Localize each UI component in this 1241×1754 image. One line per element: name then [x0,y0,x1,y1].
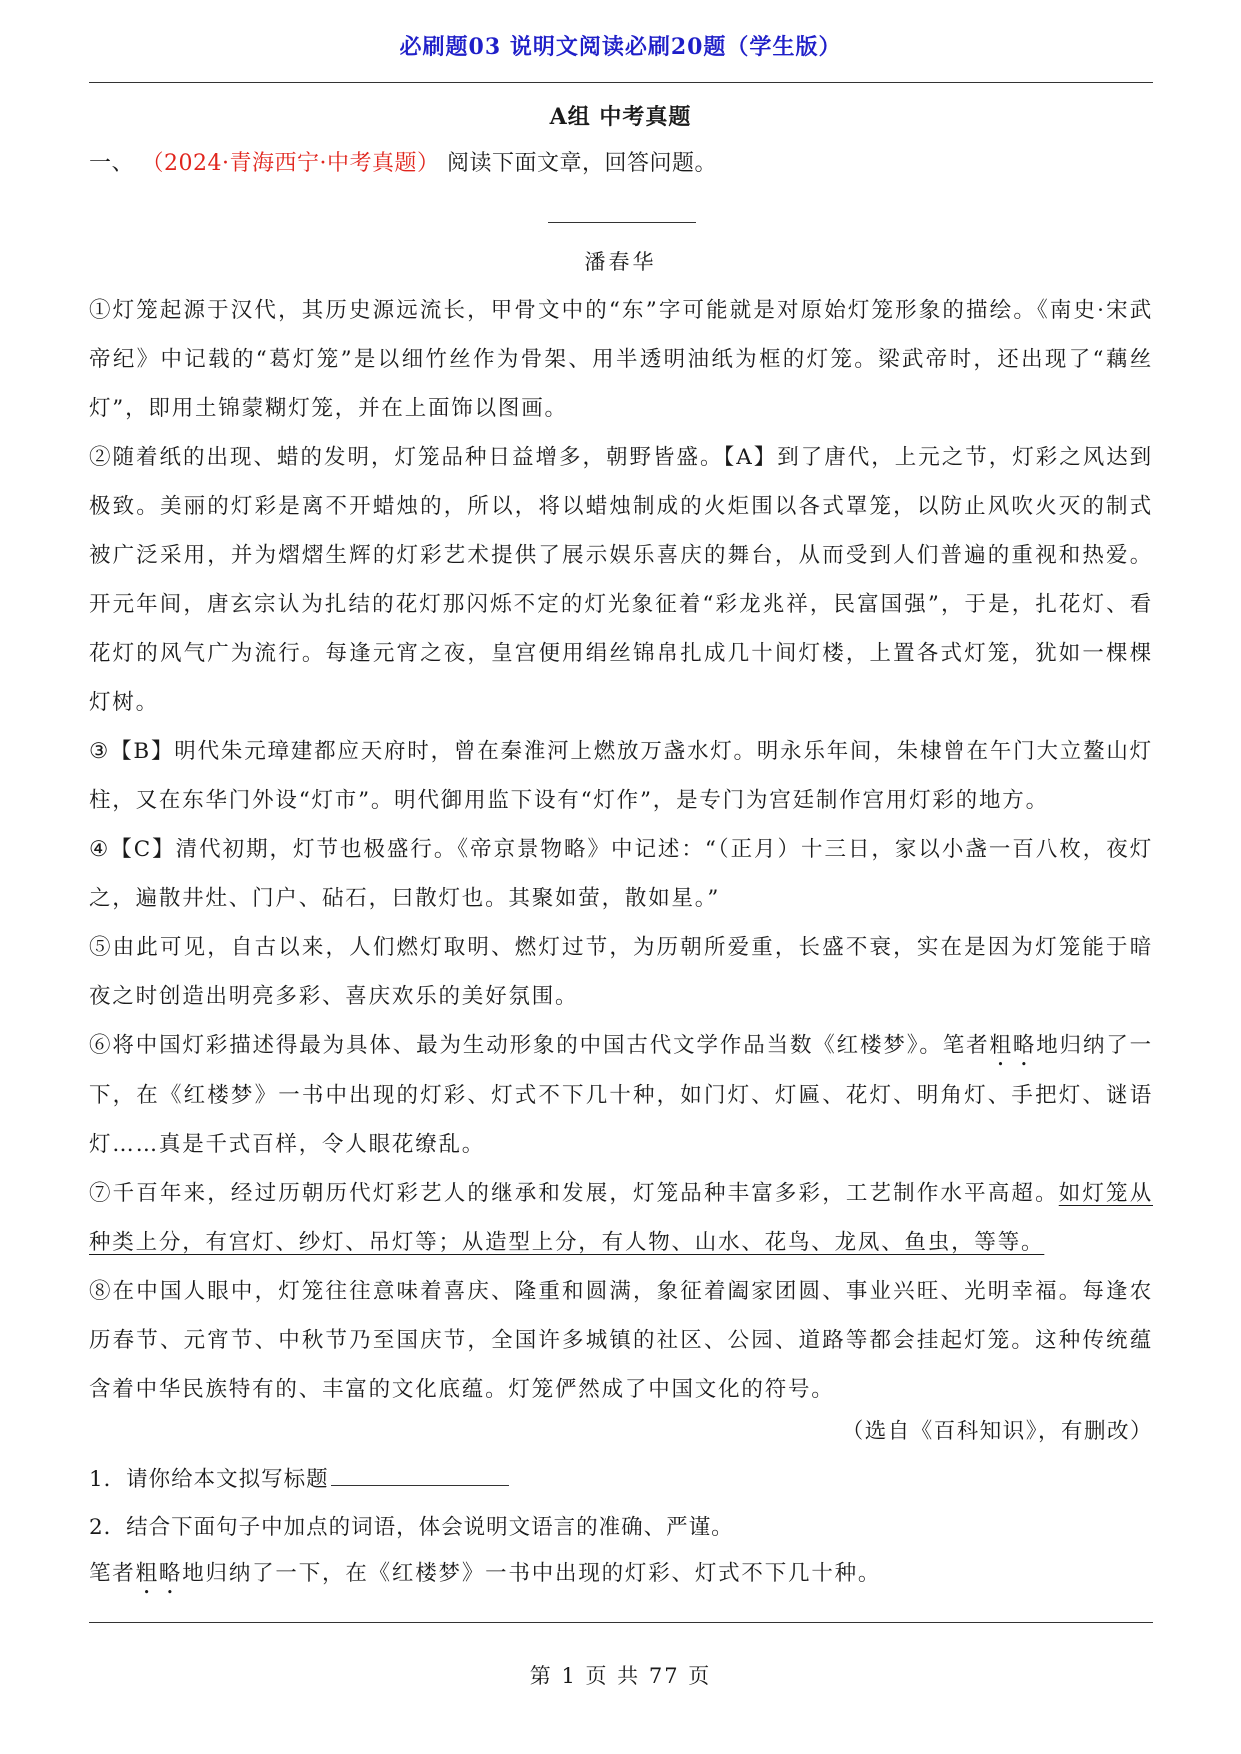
question-intro [89,146,717,177]
question-number: 一、 [89,151,135,176]
document-header-title: 必刷题03 说明文阅读必刷20题（学生版） [399,34,842,60]
paragraph-5: ⑤由此可见，自古以来，人们燃灯取明、燃灯过节，为历朝所爱重，长盛不衰，实在是因为灯笼能于暗夜之时创造出明亮多彩、喜庆欢乐的美好氛围。 [89,935,1153,1009]
footer-divider [89,1622,1153,1623]
paragraph-1: ①灯笼起源于汉代，其历史源远流长，甲骨文中的“东”字可能就是对原始灯笼形象的描绘。《南史·宋武帝纪》中记载的“葛灯笼”是以细竹丝作为骨架、用半透明油纸为框的灯笼。梁武帝时，还出现了“藕丝灯”，即用土锦蒙糊灯笼，并在上面饰以图画。 [89,298,1153,421]
paragraph-4: ④【C】清代初期，灯节也极盛行。《帝京景物略》中记述：“（正月）十三日，家以小盏一百八枚，夜灯之，遍散井灶、门户、砧石，曰散灯也。其聚如萤，散如星。” [89,837,1153,911]
group-heading: A组 中考真题 [549,104,692,130]
emphasized-word: 粗略 [135,1561,183,1586]
paragraph-3: ③【B】明代朱元璋建都应天府时，曾在秦淮河上燃放万盏水灯。明永乐年间，朱棣曾在午门大立鳌山灯柱，又在东华门外设“灯市”。明代御用监下设有“灯作”，是专门为宫廷制作宫用灯彩的地方。 [89,739,1153,813]
question-1 [89,1462,509,1493]
paragraph-6: ⑥将中国灯彩描述得最为具体、最为生动形象的中国古代文学作品当数《红楼梦》。笔者粗略地归纳了一下，在《红楼梦》一书中出现的灯彩、灯式不下几十种，如门灯、灯匾、花灯、明角灯、手把灯、谜语灯……真是千式百样，令人眼花缭乱。 [89,1033,1153,1157]
question-instruction: 阅读下面文章，回答问题。 [447,151,718,176]
emphasized-word: 粗略 [989,1033,1037,1058]
question-source: （2024·青海西宁·中考真题） [141,151,440,176]
question-2: 2．结合下面句子中加点的词语，体会说明文语言的准确、严谨。 [89,1515,734,1540]
article-attribution: （选自《百科知识》，有删改） [841,1419,1153,1444]
paragraph-7: ⑦千百年来，经过历朝历代灯彩艺人的继承和发展，灯笼品种丰富多彩，工艺制作水平高超。如灯笼从种类上分，有宫灯、纱灯、吊灯等；从造型上分，有人物、山水、花鸟、龙凤、鱼虫，等等。 [89,1181,1153,1255]
article-title-blank [548,222,696,223]
answer-blank[interactable] [331,1465,509,1486]
question-2-sentence: 笔者粗略地归纳了一下，在《红楼梦》一书中出现的灯彩、灯式不下几十种。 [89,1561,882,1586]
question-1-text: 1．请你给本文拟写标题 [89,1467,329,1492]
page-number: 第 1 页 共 77 页 [529,1664,712,1688]
header-divider [89,82,1153,83]
article-passage [89,286,1153,1414]
paragraph-2: ②随着纸的出现、蜡的发明，灯笼品种日益增多，朝野皆盛。【A】到了唐代，上元之节，灯彩之风达到极致。美丽的灯彩是离不开蜡烛的，所以，将以蜡烛制成的火炬围以各式罩笼，以防止风吹火灭的制式被广泛采用，并为熠熠生辉的灯彩艺术提供了展示娱乐喜庆的舞台，从而受到人们普遍的重视和热爱。开元年间，唐玄宗认为扎结的花灯那闪烁不定的灯光象征着“彩龙兆祥，民富国强”，于是，扎花灯、看花灯的风气广为流行。每逢元宵之夜，皇宫便用绢丝锦帛扎成几十间灯楼，上置各式灯笼，犹如一棵棵灯树。 [89,445,1153,715]
underlined-sentence: 如灯笼从种类上分，有宫灯、纱灯、吊灯等；从造型上分，有人物、山水、花鸟、龙凤、鱼虫，等等。 [89,1181,1153,1255]
paragraph-8: ⑧在中国人眼中，灯笼往往意味着喜庆、隆重和圆满，象征着阖家团圆、事业兴旺、光明幸福。每逢农历春节、元宵节、中秋节乃至国庆节，全国许多城镇的社区、公园、道路等都会挂起灯笼。这种传统蕴含着中华民族特有的、丰富的文化底蕴。灯笼俨然成了中国文化的符号。 [89,1279,1153,1402]
article-author: 潘春华 [584,250,657,274]
